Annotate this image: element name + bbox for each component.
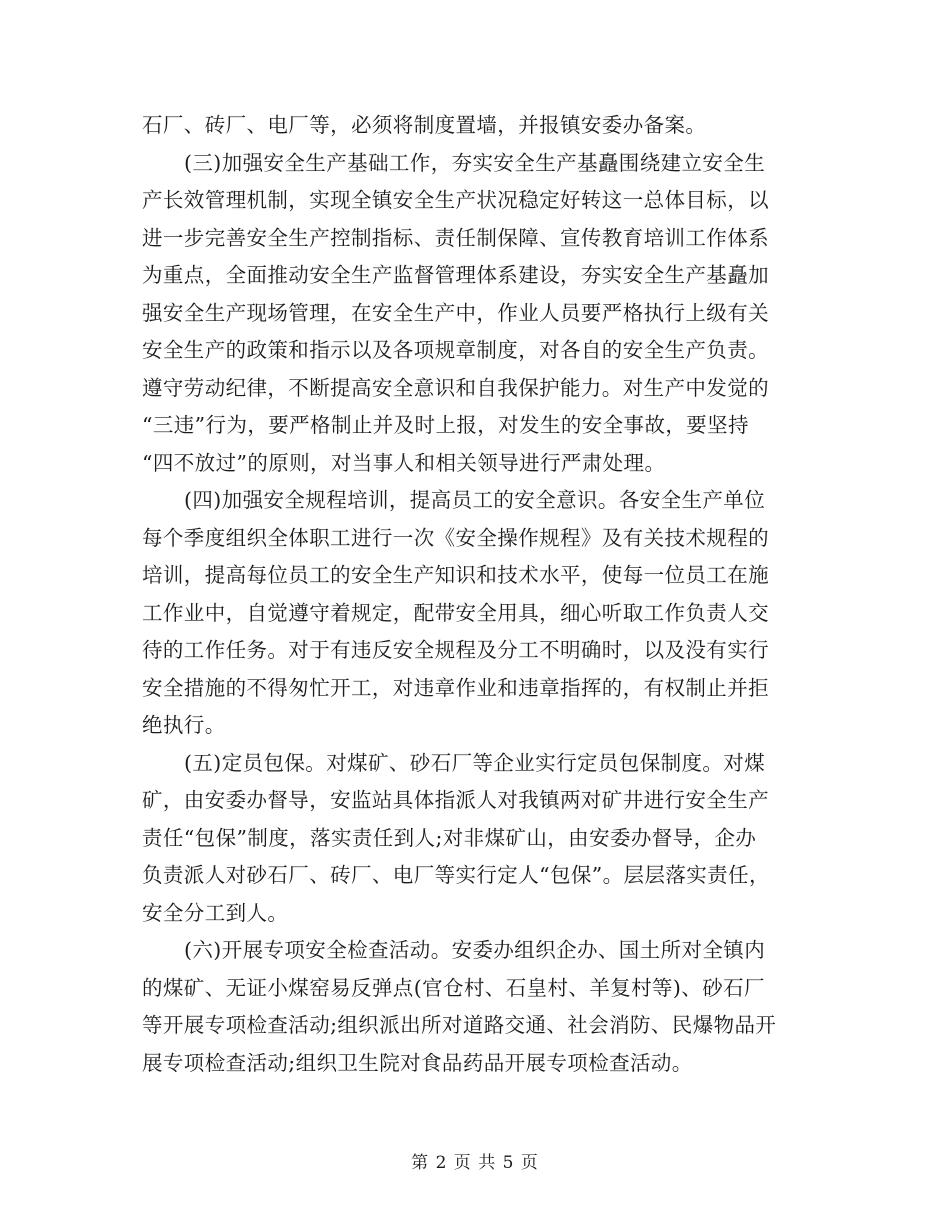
- page-number-footer: 第 2 页 共 5 页: [411, 1153, 539, 1173]
- text-line: 等开展专项检查活动;组织派出所对道路交通、社会消防、民爆物品开: [142, 1013, 777, 1037]
- paragraph-start-line: (六)开展专项安全检查活动。安委办组织企办、国土所对全镇内: [184, 938, 766, 962]
- text-line: “三违”行为，要严格制止并及时上报，对发生的安全事故，要坚持: [142, 413, 749, 437]
- text-line: 责任“包保”制度，落实责任到人;对非煤矿山，由安委办督导，企办: [142, 825, 757, 850]
- text-line: 为重点，全面推动安全生产监督管理体系建设，夯实安全生产基矗加: [142, 263, 769, 287]
- text-line: 每个季度组织全体职工进行一次《安全操作规程》及有关技术规程的: [142, 525, 769, 550]
- paragraph-start-line: (三)加强安全生产基础工作，夯实安全生产基矗围绕建立安全生: [184, 150, 766, 175]
- text-line: 负责派人对砂石厂、砖厂、电厂等实行定人“包保”。层层落实责任，: [142, 863, 770, 887]
- body-text: [142, 107, 812, 1082]
- text-line: 待的工作任务。对于有违反安全规程及分工不明确时，以及没有实行: [142, 638, 769, 662]
- text-line: 遵守劳动纪律，不断提高安全意识和自我保护能力。对生产中发觉的: [142, 375, 769, 400]
- text-line: 进一步完善安全生产控制指标、责任制保障、宣传教育培训工作体系: [142, 225, 769, 250]
- text-line: 绝执行。: [142, 713, 226, 737]
- text-line: 工作业中，自觉遵守着规定，配带安全用具，细心听取工作负责人交: [142, 600, 769, 625]
- text-line: 石厂、砖厂、电厂等，必须将制度置墙，并报镇安委办备案。: [142, 113, 707, 137]
- text-line: 矿，由安委办督导，安监站具体指派人对我镇两对矿井进行安全生产: [142, 788, 769, 812]
- paragraph-start-line: (四)加强安全规程培训，提高员工的安全意识。各安全生产单位: [184, 488, 766, 512]
- paragraph-start-line: (五)定员包保。对煤矿、砂石厂等企业实行定员包保制度。对煤: [184, 750, 766, 775]
- text-line: 安全措施的不得匆忙开工，对违章作业和违章指挥的，有权制止并拒: [142, 675, 769, 700]
- text-line: 强安全生产现场管理，在安全生产中，作业人员要严格执行上级有关: [142, 300, 769, 325]
- text-line: 的煤矿、无证小煤窑易反弹点(官仓村、石皇村、羊复村等)、砂石厂: [142, 975, 765, 1000]
- text-line: 安全生产的政策和指示以及各项规章制度，对各自的安全生产负责。: [142, 338, 769, 362]
- text-line: 培训，提高每位员工的安全生产知识和技术水平，使每一位员工在施: [142, 563, 769, 587]
- text-line: “四不放过”的原则，对当事人和相关领导进行严肃处理。: [142, 450, 666, 475]
- text-line: 展专项检查活动;组织卫生院对食品药品开展专项检查活动。: [142, 1050, 693, 1075]
- text-line: 安全分工到人。: [142, 900, 289, 925]
- text-line: 产长效管理机制，实现全镇安全生产状况稳定好转这一总体目标，以: [142, 188, 769, 212]
